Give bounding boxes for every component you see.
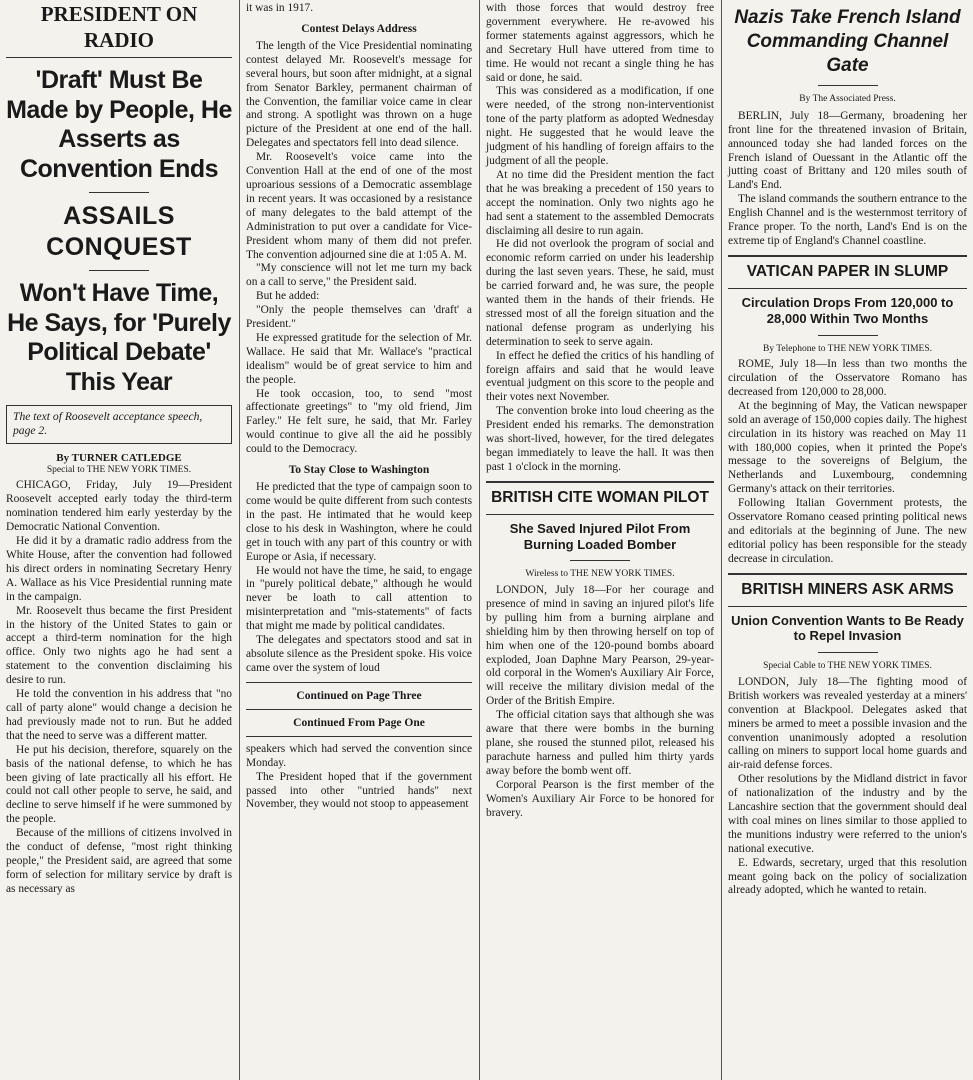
- subhead: To Stay Close to Washington: [288, 464, 430, 477]
- credit-line: Special Cable to THE NEW YORK TIMES.: [763, 661, 932, 672]
- divider: [728, 255, 967, 257]
- story-deck: Union Convention Wants to Be Ready to Repel Invasion: [731, 612, 964, 644]
- paragraph: He did not overlook the program of social and economic reform carried on under his leadership during the last seven years. These, he said, must be carried forward and, he was sure, the people wanted them in the hands of their friends. He stressed most of all the foreign situation and the national defense program as underlying his determination to seek to serve again.: [486, 238, 714, 348]
- paragraph: The length of the Vice Presidential nominating contest delayed Mr. Roosevelt's message for several hours, but soon after midnight, at a signal from Senator Barkley, permanent chairman of the Convention, the familiar voice came in clear and strong. A spotlight was thrown on a huge picture of the President at one end of the hall. Delegates and spectators fell into dead silence.: [246, 39, 472, 150]
- main-deck: 'Draft' Must Be Made by People, He Asserts as Convention Ends: [6, 66, 232, 183]
- paragraph: The convention broke into loud cheering as the President ended his remarks. The demonstration was short-lived, however, for the tired delegates began immediately to leave the hall. It was then past 1 o'clock in the morning.: [486, 405, 714, 473]
- byline: By TURNER CATLEDGE: [56, 451, 182, 464]
- paragraph: The President hoped that if the government passed into other "untried hands" next November, they would not stoop to appeasement: [246, 770, 472, 811]
- story-deck: Circulation Drops From 120,000 to 28,000 Within Two Months: [741, 294, 954, 326]
- divider: [486, 514, 714, 515]
- continued-on-label: Continued on Page Three: [296, 689, 422, 702]
- divider: [728, 606, 967, 607]
- story-deck: She Saved Injured Pilot From Burning Loaded Bomber: [509, 520, 691, 552]
- credit-line: By Telephone to THE NEW YORK TIMES.: [762, 343, 932, 354]
- divider: [818, 652, 878, 653]
- secondary-deck: Won't Have Time, He Says, for 'Purely Political Debate' This Year: [7, 279, 231, 396]
- paragraph: But he added:: [256, 290, 320, 303]
- paragraph: with those forces that would destroy free government everywhere. He re-avowed his former statements against aggressors, which he and Secretary Hull have uttered from time to time. He would not recant a single thing he has said or done, he said.: [486, 2, 714, 84]
- credit-line: Wireless to THE NEW YORK TIMES.: [525, 569, 675, 580]
- paragraph: Mr. Roosevelt's voice came into the Convention Hall at the end of one of the most uproarious sessions of a Democratic assemblage in recent years. It was occasioned by a resistance of many delegates to the bald attempt of the Administration to put over a candidate for Vice-President whom many of them did not prefer. The convention adjourned sine die at 1:05 A. M.: [246, 151, 472, 261]
- paragraph: BERLIN, July 18—Germany, broadening her front line for the threatened invasion of Britain, announced today she had landed forces on the French island of Ouessant in the Atlantic off the jutting coast of Brittany and 120 miles south of Land's End.: [728, 109, 967, 192]
- paragraph: He would not have the time, he said, to engage in "purely political debate," although he would never be loath to call attention to misinterpretation and "mis-statements" of facts that might me made by political candidates.: [246, 564, 472, 633]
- divider: [246, 709, 472, 710]
- continued-from-label: Continued From Page One: [293, 716, 425, 729]
- paragraph: "My conscience will not let me turn my back on a call to serve," the President said.: [246, 262, 472, 289]
- paragraph: He did it by a dramatic radio address from the White House, after the convention had followed his direct orders in nominating Secretary Henry A. Wallace as his Vice Presidential running mate in the campaign.: [6, 535, 232, 603]
- paragraph: LONDON, July 18—The fighting mood of British workers was revealed yesterday at a miners' convention at Blackpool. Delegates asked that miners be armed to meet a possible invasion and the convention unanimously adopted a resolution calling on miners to support local home guards and air-raid defense forces.: [728, 675, 967, 772]
- credit-line: By The Associated Press.: [799, 94, 896, 105]
- divider: [246, 736, 472, 737]
- story-headline: VATICAN PAPER IN SLUMP: [746, 262, 949, 280]
- subhead: Contest Delays Address: [301, 22, 417, 35]
- story-headline: BRITISH CITE WOMAN PILOT: [491, 488, 709, 506]
- paragraph: He took occasion, too, to send "most affectionate greetings" to "my old friend, Jim Farley." He felt sure, he said, that Mr. Farley would continue to give all the aid he possibly could to the Democracy.: [246, 387, 472, 456]
- banner-headline: PRESIDENT ON RADIO: [6, 2, 232, 58]
- divider: [486, 481, 714, 483]
- paragraph: The island commands the southern entrance to the English Channel and is the westernmost territory of France proper. To the north, Land's End is on the extreme tip of England's Channel coastline.: [728, 193, 967, 247]
- secondary-headline: ASSAILS CONQUEST: [46, 202, 192, 261]
- column-main-story: [0, 0, 238, 1080]
- paragraph: At the beginning of May, the Vatican newspaper sold an average of 150,000 copies daily. The highest circulation in its history was reached on May 11 with 180,000 copies, when it printed the Pope's message to the sovereigns of Belgium, the Netherlands and Luxembourg, condemning Germany's attack on their territories.: [728, 399, 967, 496]
- paragraph: The delegates and spectators stood and sat in absolute silence as the President spoke. His voice came over the system of loud: [246, 634, 472, 674]
- divider: [246, 682, 472, 683]
- paragraph: He put his decision, therefore, squarely on the basis of the national defense, to which he has been giving of late practically all his effort. He could not call other people to serve, he said, and decline to serve himself if he were summoned by the people.: [6, 743, 232, 826]
- column-briefs: [722, 0, 973, 1080]
- paragraph: "Only the people themselves can 'draft' a President.": [246, 304, 472, 331]
- paragraph: ROME, July 18—In less than two months the circulation of the Osservatore Romano has decreased from 120,000 to 28,000.: [728, 358, 967, 398]
- paragraph: He told the convention in his address that "no call of party alone" would change a decision he had previously made not to run. But he added that the need to serve was a different matter.: [6, 688, 232, 742]
- paragraph: In effect he defied the critics of his handling of foreign affairs and said that he would leave eventual judgment on this score to the people and their votes next November.: [486, 349, 714, 404]
- paragraph: CHICAGO, Friday, July 19—President Roosevelt accepted early today the third-term nomination tendered him early yesterday by the Democratic National Convention.: [6, 479, 232, 534]
- divider: [818, 85, 878, 86]
- paragraph: He expressed gratitude for the selection of Mr. Wallace. He said that Mr. Wallace's "practical idealism" would be of great service to him and the people.: [246, 331, 472, 386]
- paragraph: LONDON, July 18—For her courage and presence of mind in saving an injured pilot's life by pulling him from a burning airplane and shielding him by then throwing herself on top of him when one of the 120-pound bombs aboard exploded, Joan Daphne Mary Pearson, 29-year-old corporal in the Women's Auxiliary Air Force, will receive the military division medal of the Order of the British Empire.: [486, 584, 714, 708]
- divider: [570, 560, 630, 561]
- paragraph: Following Italian Government protests, the Osservatore Romano ceased printing political news and editorials at the beginning of June. The new editorial policy has been responsible for the steady decrease in circulation.: [728, 497, 967, 565]
- paragraph: E. Edwards, secretary, urged that this resolution meant going back on the policy of socialization already adopted, which he wanted to retain.: [728, 856, 967, 897]
- story-headline: Nazis Take French Island Commanding Channel Gate: [734, 7, 961, 76]
- paragraph: Because of the millions of citizens involved in the conduct of defense, "most right thinking people," the President said, are agreed that some form of selection for military service by draft is as necessary as: [6, 827, 232, 895]
- divider: [89, 270, 149, 271]
- divider: [818, 335, 878, 336]
- paragraph: speakers which had served the convention since Monday.: [246, 742, 472, 769]
- cross-reference-box: The text of Roosevelt acceptance speech, page 2.: [6, 405, 232, 443]
- paragraph: it was in 1917.: [246, 2, 314, 14]
- divider: [728, 573, 967, 575]
- paragraph: Corporal Pearson is the first member of the Women's Auxiliary Air Force to be honored for bravery.: [486, 778, 714, 819]
- paragraph: Mr. Roosevelt thus became the first President in the history of the United States to gain or accept a third-term nomination for the high office. Only two nights ago he had sent a statement to the convention disclaiming his desire to run.: [6, 604, 232, 687]
- divider: [89, 192, 149, 193]
- paragraph: The official citation says that although she was aware that there were bombs in the burning plane, she roused the stunned pilot, released his parachute harness and pulled him thirty yards away before the bomb went off.: [486, 709, 714, 777]
- divider: [728, 288, 967, 289]
- paragraph: He predicted that the type of campaign soon to come would be quite different from such contests in the past. He intimated that he would keep close to his desk in Washington, where he could get in touch with any part of this country or with Europe or Asia, if necessary.: [246, 481, 472, 563]
- paragraph: This was considered as a modification, if one were needed, of the strong non-interventionist tone of the party platform as adopted Wednesday night. He suggested that he would leave the judgment of his handling of foreign affairs to the judgment of all the people.: [486, 85, 714, 167]
- paragraph: Other resolutions by the Midland district in favor of nationalization of the industry and by the Lancashire section that the government should deal with coal mines on lines similar to those applied to the munitions industry were referred to the union's national executive.: [728, 773, 967, 855]
- story-headline: BRITISH MINERS ASK ARMS: [741, 580, 954, 598]
- column-third: [480, 0, 720, 1080]
- column-continuation: [240, 0, 478, 1080]
- paragraph: At no time did the President mention the fact that he was breaking a precedent of 150 years to accept the nomination. Only two nights ago he had sent a statement to the assembled Democrats disclaiming all desire to run again.: [486, 168, 714, 237]
- credit-line: Special to THE NEW YORK TIMES.: [46, 464, 192, 475]
